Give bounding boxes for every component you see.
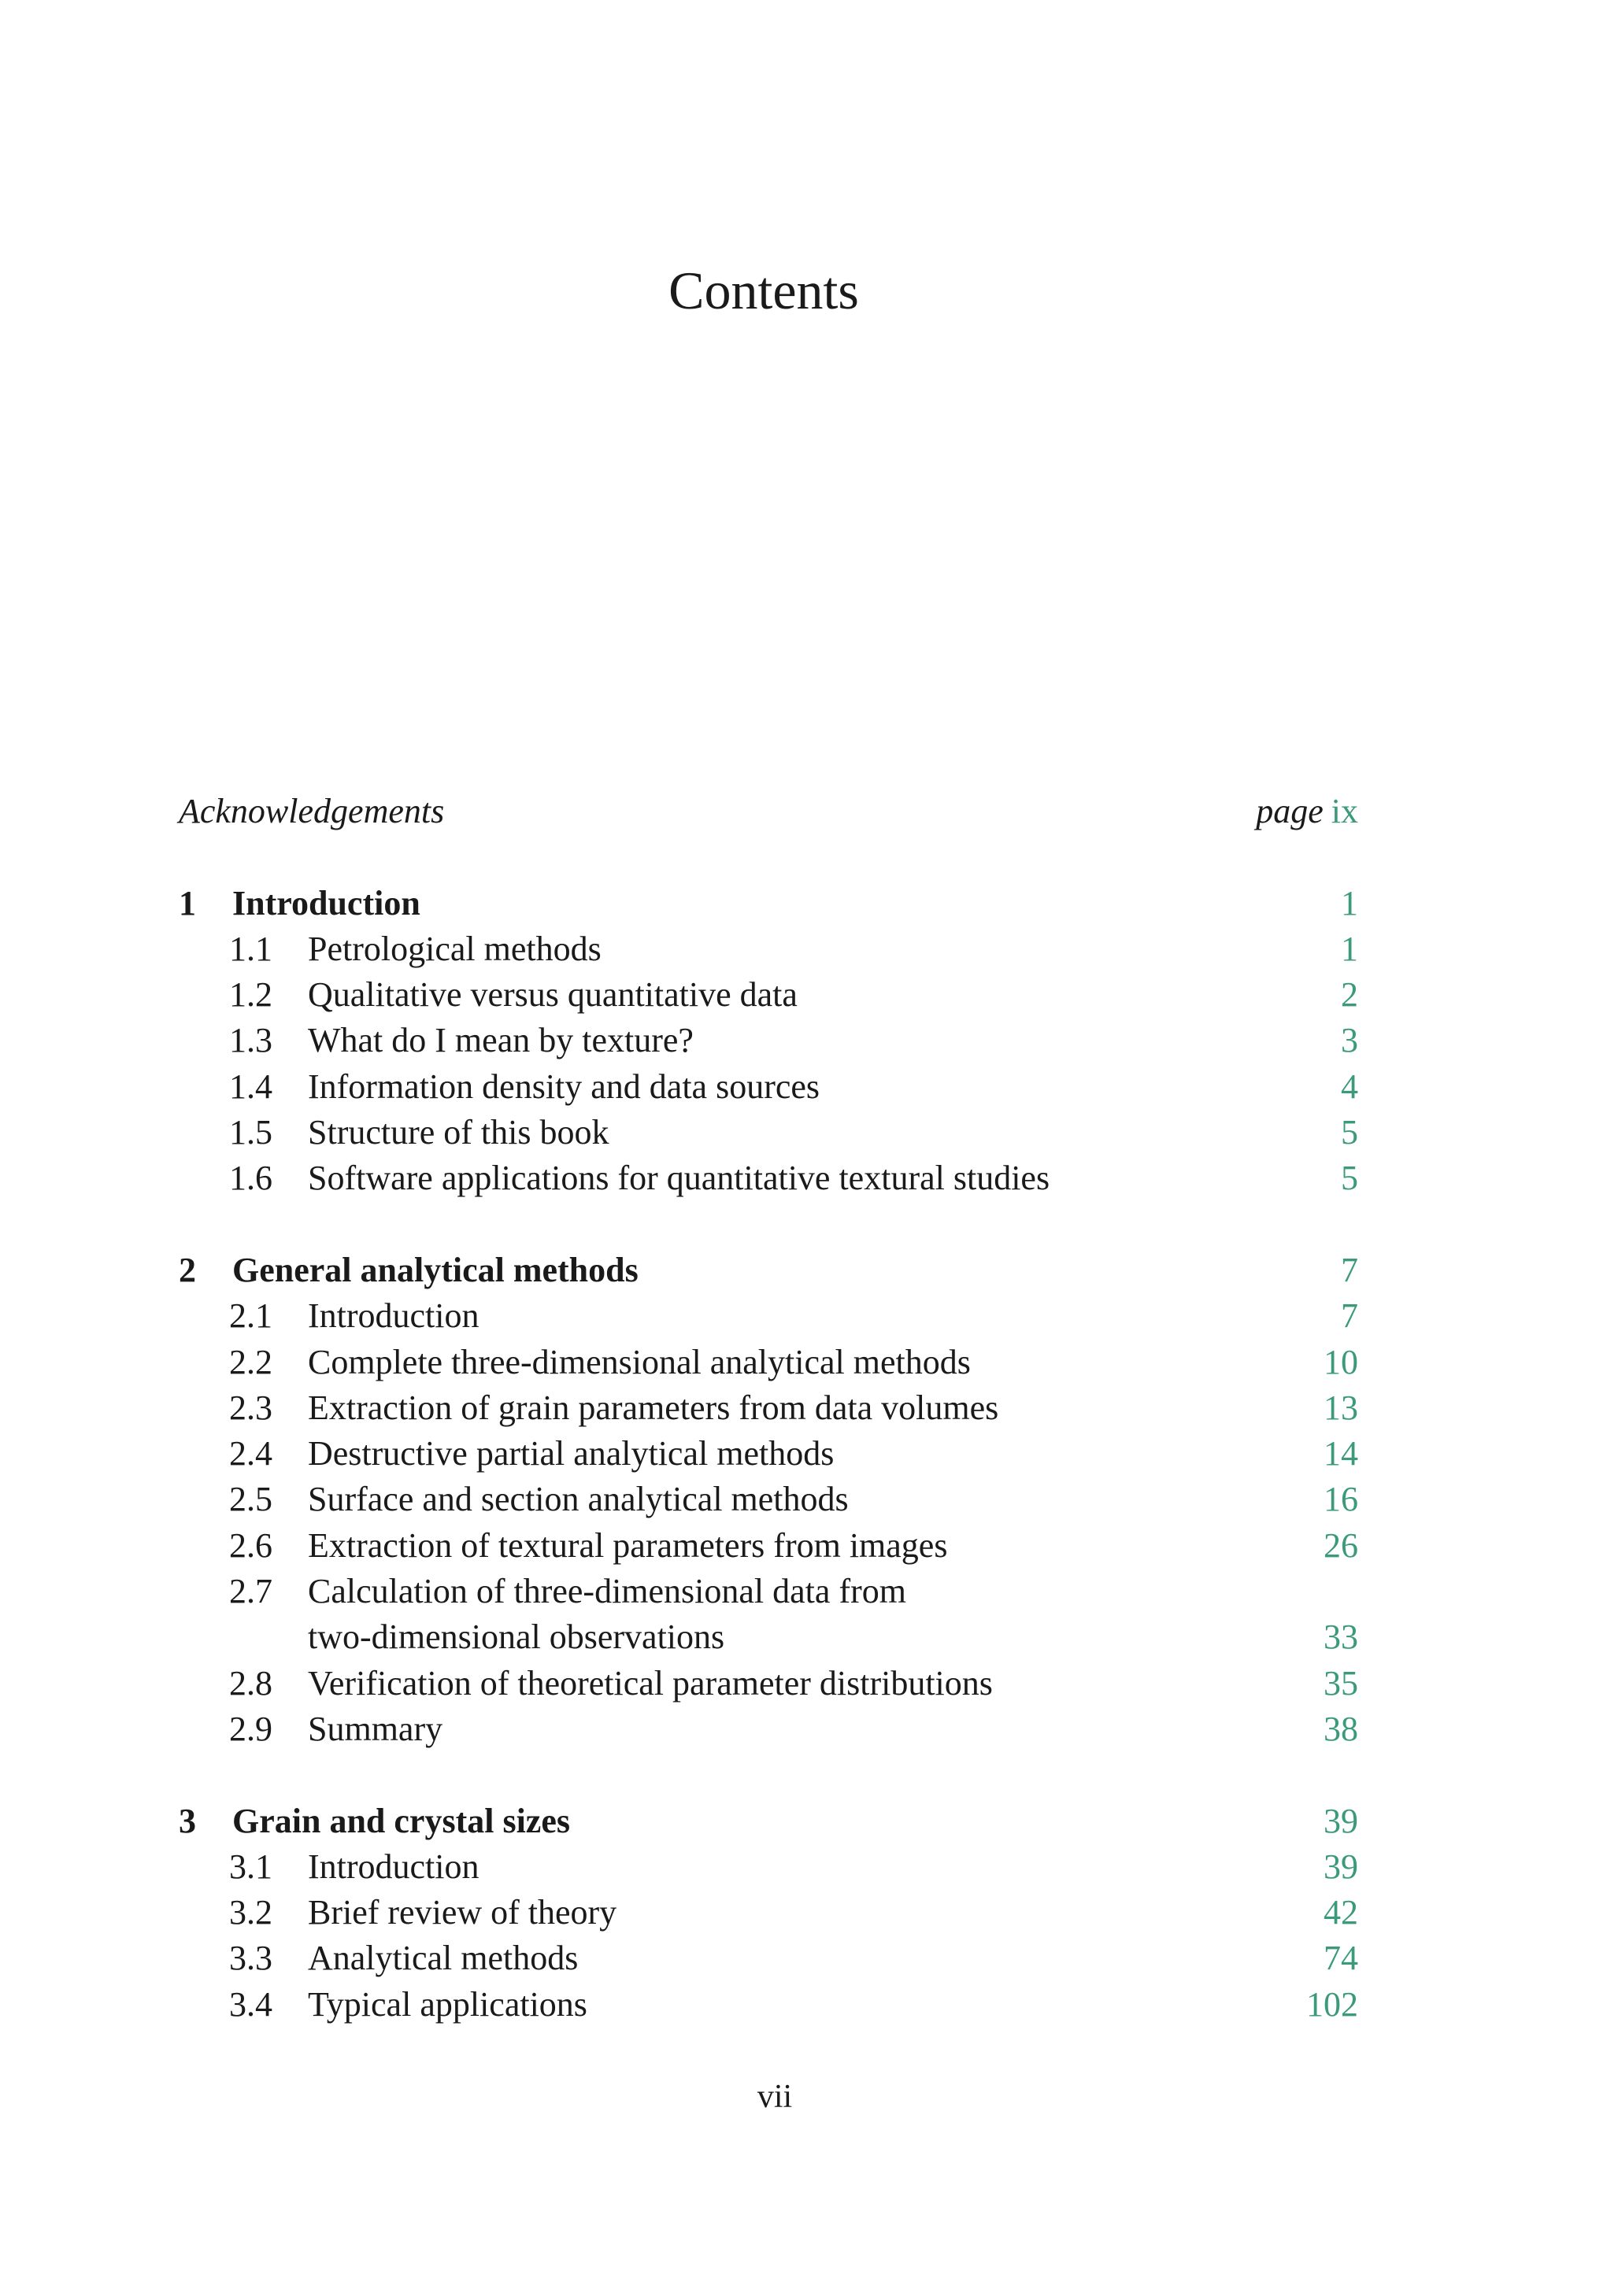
toc-section-3-3[interactable] bbox=[179, 1936, 1358, 1981]
toc-section-3-1[interactable] bbox=[179, 1844, 1358, 1890]
toc-page-number[interactable]: ix bbox=[1331, 792, 1358, 830]
chapter-number: 3 bbox=[179, 1801, 196, 1840]
toc-page-number[interactable]: 42 bbox=[1324, 1893, 1358, 1932]
toc-page-number[interactable]: 7 bbox=[1341, 1296, 1358, 1336]
page-folio: vii bbox=[757, 2079, 793, 2115]
toc-page-number[interactable]: 1 bbox=[1341, 929, 1358, 968]
section-number: 2.8 bbox=[229, 1663, 272, 1703]
section-title: Information density and data sources bbox=[308, 1067, 820, 1106]
section-number: 2.4 bbox=[229, 1434, 272, 1473]
chapter-title: General analytical methods bbox=[232, 1250, 639, 1289]
toc-page-number[interactable]: 5 bbox=[1341, 1113, 1358, 1152]
section-number: 2.3 bbox=[229, 1388, 272, 1427]
section-number: 2.1 bbox=[229, 1296, 272, 1336]
toc-chapter-1[interactable] bbox=[179, 881, 1358, 926]
section-number: 3.3 bbox=[229, 1939, 272, 1978]
toc-section-2-1[interactable] bbox=[179, 1293, 1358, 1339]
toc-page-number[interactable]: 5 bbox=[1341, 1159, 1358, 1198]
section-number: 1.1 bbox=[229, 929, 272, 968]
section-title: Summary bbox=[308, 1709, 443, 1748]
section-title: Structure of this book bbox=[308, 1113, 609, 1152]
toc-page-number[interactable]: 16 bbox=[1324, 1480, 1358, 1519]
chapter-number: 1 bbox=[179, 883, 196, 922]
toc-section-2-5[interactable] bbox=[179, 1477, 1358, 1522]
section-title: Introduction bbox=[308, 1296, 479, 1336]
section-number: 3.4 bbox=[229, 1984, 272, 2024]
section-title: Analytical methods bbox=[308, 1939, 579, 1978]
section-number: 3.2 bbox=[229, 1893, 272, 1932]
toc-section-2-2[interactable] bbox=[179, 1340, 1358, 1385]
toc-chapter-2[interactable] bbox=[179, 1248, 1358, 1293]
section-number: 3.1 bbox=[229, 1847, 272, 1886]
toc-page-number[interactable]: 102 bbox=[1306, 1984, 1358, 2024]
toc-page-number[interactable]: 3 bbox=[1341, 1021, 1358, 1060]
toc-page-number[interactable]: 14 bbox=[1324, 1434, 1358, 1473]
section-title: What do I mean by texture? bbox=[308, 1021, 694, 1060]
toc-page-number[interactable]: 26 bbox=[1324, 1525, 1358, 1565]
section-title: Brief review of theory bbox=[308, 1893, 617, 1932]
section-title: Qualitative versus quantitative data bbox=[308, 975, 798, 1015]
toc-section-1-1[interactable] bbox=[179, 926, 1358, 972]
toc-page-number[interactable]: 7 bbox=[1341, 1250, 1358, 1289]
spacer bbox=[179, 1202, 1358, 1248]
toc-chapter-3[interactable] bbox=[179, 1799, 1358, 1844]
section-number: 2.7 bbox=[229, 1572, 272, 1611]
section-title: Typical applications bbox=[308, 1984, 587, 2024]
toc-section-2-6[interactable] bbox=[179, 1523, 1358, 1569]
toc-page-number[interactable]: 74 bbox=[1324, 1939, 1358, 1978]
spacer bbox=[179, 1752, 1358, 1798]
toc-section-2-7-continued[interactable] bbox=[179, 1614, 1358, 1660]
toc-entry-label: Acknowledgements bbox=[179, 792, 445, 830]
spacer bbox=[179, 834, 1358, 880]
toc-section-1-4[interactable] bbox=[179, 1064, 1358, 1110]
toc-section-2-4[interactable] bbox=[179, 1431, 1358, 1477]
table-of-contents bbox=[179, 789, 1358, 2028]
section-number: 2.6 bbox=[229, 1525, 272, 1565]
section-number: 1.6 bbox=[229, 1159, 272, 1198]
section-title: Petrological methods bbox=[308, 929, 602, 968]
toc-page-number[interactable]: 35 bbox=[1324, 1663, 1358, 1703]
toc-page-number[interactable]: 38 bbox=[1324, 1709, 1358, 1748]
toc-page-number[interactable]: 33 bbox=[1324, 1618, 1358, 1657]
section-number: 1.4 bbox=[229, 1067, 272, 1106]
toc-section-2-9[interactable] bbox=[179, 1706, 1358, 1752]
section-number: 1.2 bbox=[229, 975, 272, 1015]
chapter-title: Grain and crystal sizes bbox=[232, 1801, 570, 1840]
toc-section-2-8[interactable] bbox=[179, 1661, 1358, 1706]
toc-page-number[interactable]: 10 bbox=[1324, 1342, 1358, 1381]
toc-section-1-6[interactable] bbox=[179, 1155, 1358, 1201]
section-title: Software applications for quantitative textural studies bbox=[308, 1159, 1050, 1198]
toc-section-3-4[interactable] bbox=[179, 1982, 1358, 2028]
toc-section-3-2[interactable] bbox=[179, 1890, 1358, 1936]
toc-page-number[interactable]: 39 bbox=[1324, 1801, 1358, 1840]
section-title: Calculation of three-dimensional data from bbox=[308, 1572, 906, 1611]
toc-section-1-5[interactable] bbox=[179, 1110, 1358, 1155]
toc-page-number[interactable]: 1 bbox=[1341, 883, 1358, 922]
chapter-number: 2 bbox=[179, 1250, 196, 1289]
toc-section-2-3[interactable] bbox=[179, 1385, 1358, 1431]
section-title: Introduction bbox=[308, 1847, 479, 1886]
section-number: 2.9 bbox=[229, 1709, 272, 1748]
section-title: Verification of theoretical parameter distributions bbox=[308, 1663, 993, 1703]
section-number: 2.5 bbox=[229, 1480, 272, 1519]
section-title: Complete three-dimensional analytical methods bbox=[308, 1342, 971, 1381]
toc-entry-acknowledgements[interactable] bbox=[179, 789, 1358, 834]
chapter-title: Introduction bbox=[232, 883, 420, 922]
page-title: Contents bbox=[668, 261, 859, 320]
section-title: Extraction of textural parameters from images bbox=[308, 1525, 948, 1565]
page-prefix: page bbox=[1256, 792, 1324, 830]
toc-page-number[interactable]: 13 bbox=[1324, 1388, 1358, 1427]
section-number: 1.5 bbox=[229, 1113, 272, 1152]
section-title: Destructive partial analytical methods bbox=[308, 1434, 835, 1473]
toc-page-number[interactable]: 39 bbox=[1324, 1847, 1358, 1886]
section-title: Extraction of grain parameters from data volumes bbox=[308, 1388, 999, 1427]
toc-page-number[interactable]: 4 bbox=[1341, 1067, 1358, 1106]
toc-section-1-2[interactable] bbox=[179, 972, 1358, 1018]
toc-section-1-3[interactable] bbox=[179, 1018, 1358, 1063]
section-title-continuation: two-dimensional observations bbox=[308, 1618, 725, 1657]
toc-section-2-7[interactable] bbox=[179, 1569, 1358, 1614]
section-number: 2.2 bbox=[229, 1342, 272, 1381]
section-number: 1.3 bbox=[229, 1021, 272, 1060]
toc-page-number[interactable]: 2 bbox=[1341, 975, 1358, 1015]
section-title: Surface and section analytical methods bbox=[308, 1480, 849, 1519]
